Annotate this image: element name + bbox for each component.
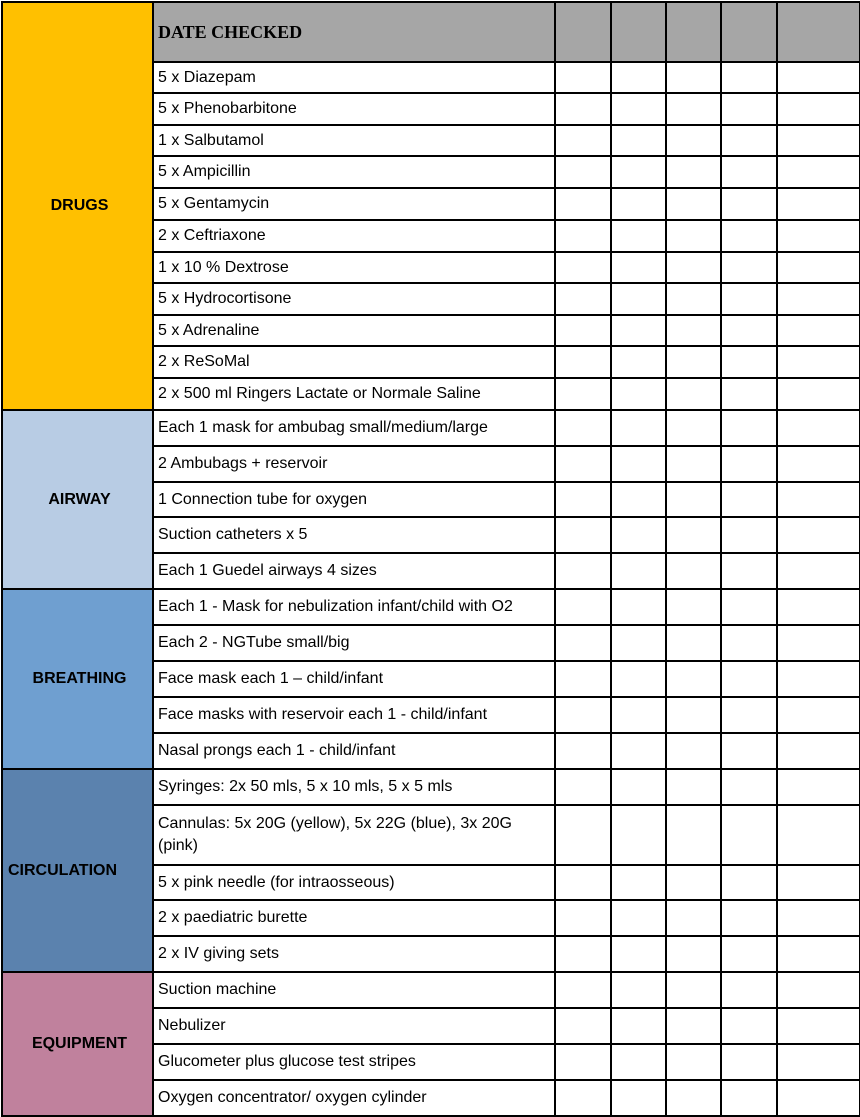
check-cell[interactable] — [666, 589, 721, 625]
check-cell[interactable] — [555, 1008, 611, 1044]
check-cell[interactable] — [611, 900, 666, 936]
check-cell[interactable] — [555, 252, 611, 283]
check-cell[interactable] — [666, 446, 721, 482]
check-cell[interactable] — [666, 252, 721, 283]
item-label: 2 x Ceftriaxone — [153, 220, 555, 252]
check-cell[interactable] — [555, 553, 611, 589]
check-cell[interactable] — [721, 315, 777, 346]
check-cell[interactable] — [611, 697, 666, 733]
check-cell[interactable] — [721, 156, 777, 188]
item-label: 5 x Ampicillin — [153, 156, 555, 188]
emergency-checklist-table — [1, 1, 860, 1117]
check-cell[interactable] — [777, 900, 860, 936]
check-cell[interactable] — [777, 482, 860, 517]
check-cell[interactable] — [555, 733, 611, 769]
check-cell[interactable] — [666, 378, 721, 410]
check-cell[interactable] — [666, 482, 721, 517]
check-cell[interactable] — [555, 378, 611, 410]
check-cell[interactable] — [666, 733, 721, 769]
check-cell[interactable] — [777, 346, 860, 378]
check-cell[interactable] — [721, 446, 777, 482]
check-cell[interactable] — [555, 769, 611, 805]
check-cell[interactable] — [611, 553, 666, 589]
check-cell[interactable] — [721, 589, 777, 625]
check-cell[interactable] — [721, 93, 777, 125]
check-cell[interactable] — [611, 482, 666, 517]
item-label: Each 1 Guedel airways 4 sizes — [153, 553, 555, 589]
check-cell[interactable] — [555, 661, 611, 697]
check-cell[interactable] — [611, 805, 666, 865]
check-cell[interactable] — [777, 446, 860, 482]
checklist-body — [2, 2, 860, 1116]
check-cell[interactable] — [777, 517, 860, 553]
check-cell[interactable] — [611, 769, 666, 805]
item-label: Face mask each 1 – child/infant — [153, 661, 555, 697]
check-cell[interactable] — [666, 156, 721, 188]
check-cell[interactable] — [666, 1080, 721, 1116]
check-cell[interactable] — [777, 865, 860, 900]
check-cell[interactable] — [611, 378, 666, 410]
check-cell[interactable] — [666, 865, 721, 900]
check-cell[interactable] — [777, 62, 860, 93]
item-label: 5 x Hydrocortisone — [153, 283, 555, 315]
check-cell[interactable] — [555, 188, 611, 220]
check-cell[interactable] — [555, 283, 611, 315]
check-cell[interactable] — [611, 661, 666, 697]
check-cell[interactable] — [611, 188, 666, 220]
check-cell[interactable] — [555, 93, 611, 125]
check-cell[interactable] — [777, 93, 860, 125]
item-label: Cannulas: 5x 20G (yellow), 5x 22G (blue), 3x 20G (pink) — [153, 805, 555, 865]
check-cell[interactable] — [666, 283, 721, 315]
check-cell[interactable] — [611, 1080, 666, 1116]
date-checked-header: DATE CHECKED — [153, 2, 555, 62]
check-cell[interactable] — [611, 446, 666, 482]
check-cell[interactable] — [721, 900, 777, 936]
item-label: 2 x IV giving sets — [153, 936, 555, 972]
check-cell[interactable] — [721, 378, 777, 410]
item-label: Suction machine — [153, 972, 555, 1008]
table-row — [2, 589, 860, 625]
section-label-equipment: EQUIPMENT — [2, 972, 153, 1116]
item-label: Syringes: 2x 50 mls, 5 x 10 mls, 5 x 5 mls — [153, 769, 555, 805]
check-cell[interactable] — [611, 865, 666, 900]
check-cell[interactable] — [611, 156, 666, 188]
check-cell[interactable] — [666, 93, 721, 125]
check-cell[interactable] — [555, 446, 611, 482]
check-cell[interactable] — [721, 410, 777, 446]
date-header-cell[interactable] — [777, 2, 860, 62]
item-label: Each 1 - Mask for nebulization infant/child with O2 — [153, 589, 555, 625]
header-row — [2, 2, 860, 62]
check-cell[interactable] — [666, 769, 721, 805]
item-label: 1 Connection tube for oxygen — [153, 482, 555, 517]
check-cell[interactable] — [611, 1044, 666, 1080]
check-cell[interactable] — [611, 220, 666, 252]
item-label: Nasal prongs each 1 - child/infant — [153, 733, 555, 769]
check-cell[interactable] — [555, 625, 611, 661]
table-row — [2, 972, 860, 1008]
check-cell[interactable] — [611, 625, 666, 661]
item-label: 2 x 500 ml Ringers Lactate or Normale Saline — [153, 378, 555, 410]
check-cell[interactable] — [777, 1044, 860, 1080]
check-cell[interactable] — [611, 62, 666, 93]
check-cell[interactable] — [721, 62, 777, 93]
section-label-breathing: BREATHING — [2, 589, 153, 769]
check-cell[interactable] — [721, 188, 777, 220]
item-label: 5 x Diazepam — [153, 62, 555, 93]
check-cell[interactable] — [555, 517, 611, 553]
check-cell[interactable] — [611, 315, 666, 346]
check-cell[interactable] — [721, 517, 777, 553]
check-cell[interactable] — [721, 1008, 777, 1044]
item-label: 5 x Adrenaline — [153, 315, 555, 346]
check-cell[interactable] — [555, 482, 611, 517]
check-cell[interactable] — [666, 62, 721, 93]
section-label-drugs: DRUGS — [2, 2, 153, 410]
check-cell[interactable] — [611, 93, 666, 125]
check-cell[interactable] — [777, 697, 860, 733]
item-label: Each 2 - NGTube small/big — [153, 625, 555, 661]
check-cell[interactable] — [721, 733, 777, 769]
item-label: Oxygen concentrator/ oxygen cylinder — [153, 1080, 555, 1116]
check-cell[interactable] — [721, 283, 777, 315]
check-cell[interactable] — [611, 125, 666, 156]
check-cell[interactable] — [555, 1044, 611, 1080]
check-cell[interactable] — [611, 1008, 666, 1044]
check-cell[interactable] — [721, 972, 777, 1008]
item-label: 2 x ReSoMal — [153, 346, 555, 378]
check-cell[interactable] — [721, 553, 777, 589]
check-cell[interactable] — [555, 220, 611, 252]
check-cell[interactable] — [721, 1080, 777, 1116]
check-cell[interactable] — [666, 936, 721, 972]
check-cell[interactable] — [666, 517, 721, 553]
check-cell[interactable] — [666, 697, 721, 733]
check-cell[interactable] — [555, 972, 611, 1008]
check-cell[interactable] — [777, 661, 860, 697]
check-cell[interactable] — [777, 625, 860, 661]
check-cell[interactable] — [777, 936, 860, 972]
item-label: Nebulizer — [153, 1008, 555, 1044]
check-cell[interactable] — [777, 972, 860, 1008]
check-cell[interactable] — [555, 125, 611, 156]
check-cell[interactable] — [611, 346, 666, 378]
check-cell[interactable] — [777, 188, 860, 220]
check-cell[interactable] — [611, 410, 666, 446]
check-cell[interactable] — [555, 62, 611, 93]
check-cell[interactable] — [555, 936, 611, 972]
check-cell[interactable] — [666, 553, 721, 589]
check-cell[interactable] — [611, 252, 666, 283]
check-cell[interactable] — [721, 220, 777, 252]
date-header-cell[interactable] — [611, 2, 666, 62]
check-cell[interactable] — [611, 589, 666, 625]
check-cell[interactable] — [777, 1008, 860, 1044]
check-cell[interactable] — [721, 1044, 777, 1080]
check-cell[interactable] — [555, 697, 611, 733]
section-label-circulation: CIRCULATION — [2, 769, 153, 972]
check-cell[interactable] — [721, 661, 777, 697]
check-cell[interactable] — [777, 315, 860, 346]
check-cell[interactable] — [666, 972, 721, 1008]
check-cell[interactable] — [777, 156, 860, 188]
check-cell[interactable] — [666, 188, 721, 220]
check-cell[interactable] — [666, 410, 721, 446]
check-cell[interactable] — [666, 125, 721, 156]
date-header-cell[interactable] — [721, 2, 777, 62]
check-cell[interactable] — [666, 661, 721, 697]
check-cell[interactable] — [721, 805, 777, 865]
check-cell[interactable] — [777, 283, 860, 315]
check-cell[interactable] — [555, 410, 611, 446]
check-cell[interactable] — [555, 1080, 611, 1116]
date-header-cell[interactable] — [555, 2, 611, 62]
item-label: 1 x Salbutamol — [153, 125, 555, 156]
item-label: Face masks with reservoir each 1 - child/infant — [153, 697, 555, 733]
check-cell[interactable] — [666, 220, 721, 252]
check-cell[interactable] — [611, 733, 666, 769]
check-cell[interactable] — [777, 805, 860, 865]
check-cell[interactable] — [777, 410, 860, 446]
table-row — [2, 769, 860, 805]
check-cell[interactable] — [721, 625, 777, 661]
item-label: 5 x Gentamycin — [153, 188, 555, 220]
check-cell[interactable] — [777, 733, 860, 769]
date-header-cell[interactable] — [666, 2, 721, 62]
check-cell[interactable] — [611, 972, 666, 1008]
check-cell[interactable] — [666, 900, 721, 936]
section-label-airway: AIRWAY — [2, 410, 153, 589]
check-cell[interactable] — [721, 346, 777, 378]
check-cell[interactable] — [555, 156, 611, 188]
check-cell[interactable] — [777, 1080, 860, 1116]
check-cell[interactable] — [721, 697, 777, 733]
item-label: 1 x 10 % Dextrose — [153, 252, 555, 283]
check-cell[interactable] — [777, 769, 860, 805]
check-cell[interactable] — [666, 315, 721, 346]
check-cell[interactable] — [777, 220, 860, 252]
check-cell[interactable] — [555, 315, 611, 346]
check-cell[interactable] — [611, 283, 666, 315]
check-cell[interactable] — [721, 125, 777, 156]
check-cell[interactable] — [555, 589, 611, 625]
item-label: 5 x pink needle (for intraosseous) — [153, 865, 555, 900]
check-cell[interactable] — [555, 865, 611, 900]
item-label: 5 x Phenobarbitone — [153, 93, 555, 125]
check-cell[interactable] — [666, 346, 721, 378]
item-label: Glucometer plus glucose test stripes — [153, 1044, 555, 1080]
check-cell[interactable] — [777, 125, 860, 156]
check-cell[interactable] — [721, 252, 777, 283]
check-cell[interactable] — [777, 553, 860, 589]
check-cell[interactable] — [721, 769, 777, 805]
item-label: Suction catheters x 5 — [153, 517, 555, 553]
check-cell[interactable] — [777, 589, 860, 625]
check-cell[interactable] — [666, 805, 721, 865]
item-label: Each 1 mask for ambubag small/medium/large — [153, 410, 555, 446]
check-cell[interactable] — [611, 517, 666, 553]
item-label: 2 x paediatric burette — [153, 900, 555, 936]
check-cell[interactable] — [666, 1044, 721, 1080]
check-cell[interactable] — [666, 1008, 721, 1044]
check-cell[interactable] — [555, 900, 611, 936]
check-cell[interactable] — [721, 936, 777, 972]
check-cell[interactable] — [666, 625, 721, 661]
check-cell[interactable] — [555, 805, 611, 865]
check-cell[interactable] — [611, 936, 666, 972]
check-cell[interactable] — [555, 346, 611, 378]
item-label: 2 Ambubags + reservoir — [153, 446, 555, 482]
table-row — [2, 410, 860, 446]
check-cell[interactable] — [721, 482, 777, 517]
check-cell[interactable] — [721, 865, 777, 900]
check-cell[interactable] — [777, 252, 860, 283]
check-cell[interactable] — [777, 378, 860, 410]
